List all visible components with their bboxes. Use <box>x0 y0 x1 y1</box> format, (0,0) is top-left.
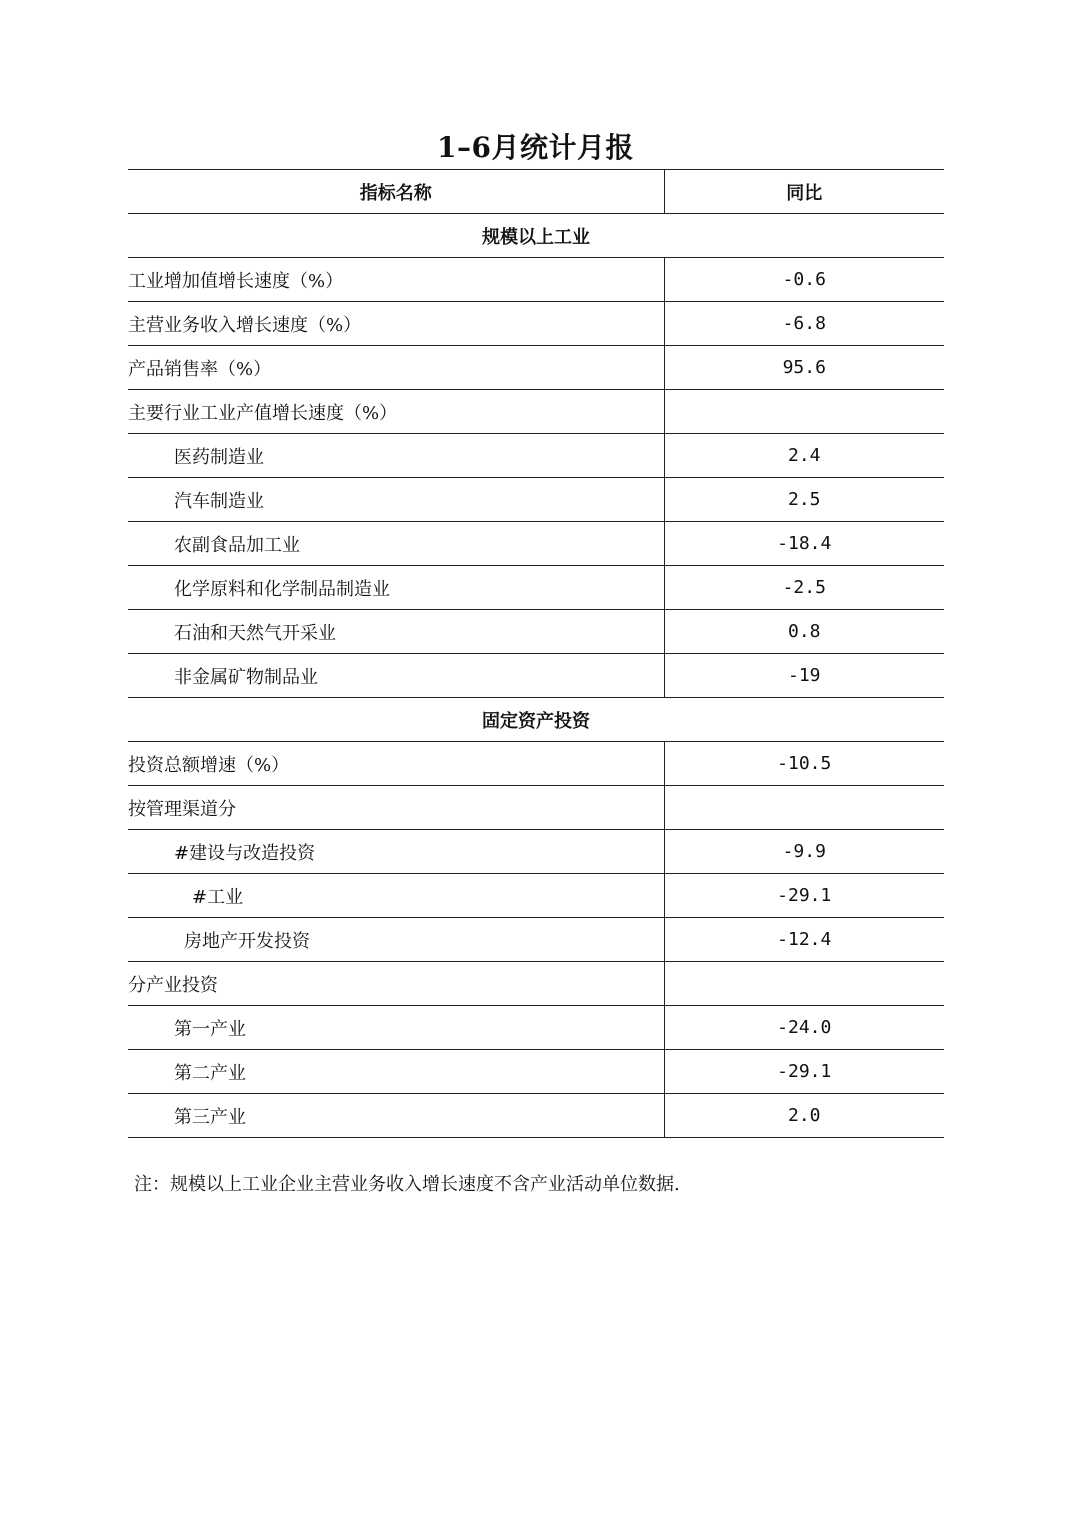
yoy-value: -18.4 <box>664 522 944 566</box>
table-row <box>128 478 944 522</box>
yoy-value: -10.5 <box>664 742 944 786</box>
table-row <box>128 874 944 918</box>
indicator-name: 分产业投资 <box>128 962 664 1006</box>
yoy-value <box>664 962 944 1006</box>
statistics-table <box>128 169 944 1138</box>
indicator-name: 汽车制造业 <box>128 478 664 522</box>
table-header-row <box>128 170 944 214</box>
yoy-value: -6.8 <box>664 302 944 346</box>
indicator-name: 非金属矿物制品业 <box>128 654 664 698</box>
indicator-name: 化学原料和化学制品制造业 <box>128 566 664 610</box>
indicator-name: 房地产开发投资 <box>128 918 664 962</box>
table-row <box>128 962 944 1006</box>
table-row <box>128 302 944 346</box>
yoy-value: -19 <box>664 654 944 698</box>
yoy-value: -9.9 <box>664 830 944 874</box>
table-row <box>128 346 944 390</box>
table-row <box>128 654 944 698</box>
table-row <box>128 830 944 874</box>
table-row <box>128 390 944 434</box>
section-title: 规模以上工业 <box>128 214 944 258</box>
section-row <box>128 214 944 258</box>
table-row <box>128 1094 944 1138</box>
column-header-value: 同比 <box>664 170 944 214</box>
yoy-value: 0.8 <box>664 610 944 654</box>
indicator-name: 工业增加值增长速度（%） <box>128 258 664 302</box>
yoy-value: 2.0 <box>664 1094 944 1138</box>
table-row <box>128 258 944 302</box>
indicator-name: #建设与改造投资 <box>128 830 664 874</box>
table-row <box>128 918 944 962</box>
section-row <box>128 698 944 742</box>
indicator-name: 第三产业 <box>128 1094 664 1138</box>
table-row <box>128 522 944 566</box>
yoy-value: 2.4 <box>664 434 944 478</box>
indicator-name: 第一产业 <box>128 1006 664 1050</box>
table-row <box>128 786 944 830</box>
yoy-value: -12.4 <box>664 918 944 962</box>
yoy-value: -24.0 <box>664 1006 944 1050</box>
indicator-name: 主要行业工业产值增长速度（%） <box>128 390 664 434</box>
yoy-value <box>664 786 944 830</box>
yoy-value: -0.6 <box>664 258 944 302</box>
yoy-value: -2.5 <box>664 566 944 610</box>
indicator-name: 投资总额增速（%） <box>128 742 664 786</box>
indicator-name: 主营业务收入增长速度（%） <box>128 302 664 346</box>
yoy-value <box>664 390 944 434</box>
table-row <box>128 566 944 610</box>
indicator-name: #工业 <box>128 874 664 918</box>
column-header-name: 指标名称 <box>128 170 664 214</box>
table-row <box>128 1050 944 1094</box>
section-title: 固定资产投资 <box>128 698 944 742</box>
yoy-value: -29.1 <box>664 1050 944 1094</box>
indicator-name: 医药制造业 <box>128 434 664 478</box>
table-body <box>128 214 944 1138</box>
indicator-name: 石油和天然气开采业 <box>128 610 664 654</box>
yoy-value: 95.6 <box>664 346 944 390</box>
table-row <box>128 610 944 654</box>
footnote: 注：规模以上工业企业主营业务收入增长速度不含产业活动单位数据. <box>134 1174 680 1195</box>
indicator-name: 农副食品加工业 <box>128 522 664 566</box>
yoy-value: 2.5 <box>664 478 944 522</box>
table-row <box>128 434 944 478</box>
indicator-name: 产品销售率（%） <box>128 346 664 390</box>
table-row <box>128 1006 944 1050</box>
table-row <box>128 742 944 786</box>
yoy-value: -29.1 <box>664 874 944 918</box>
indicator-name: 按管理渠道分 <box>128 786 664 830</box>
page-title: 1–6月统计月报 <box>437 131 634 164</box>
indicator-name: 第二产业 <box>128 1050 664 1094</box>
